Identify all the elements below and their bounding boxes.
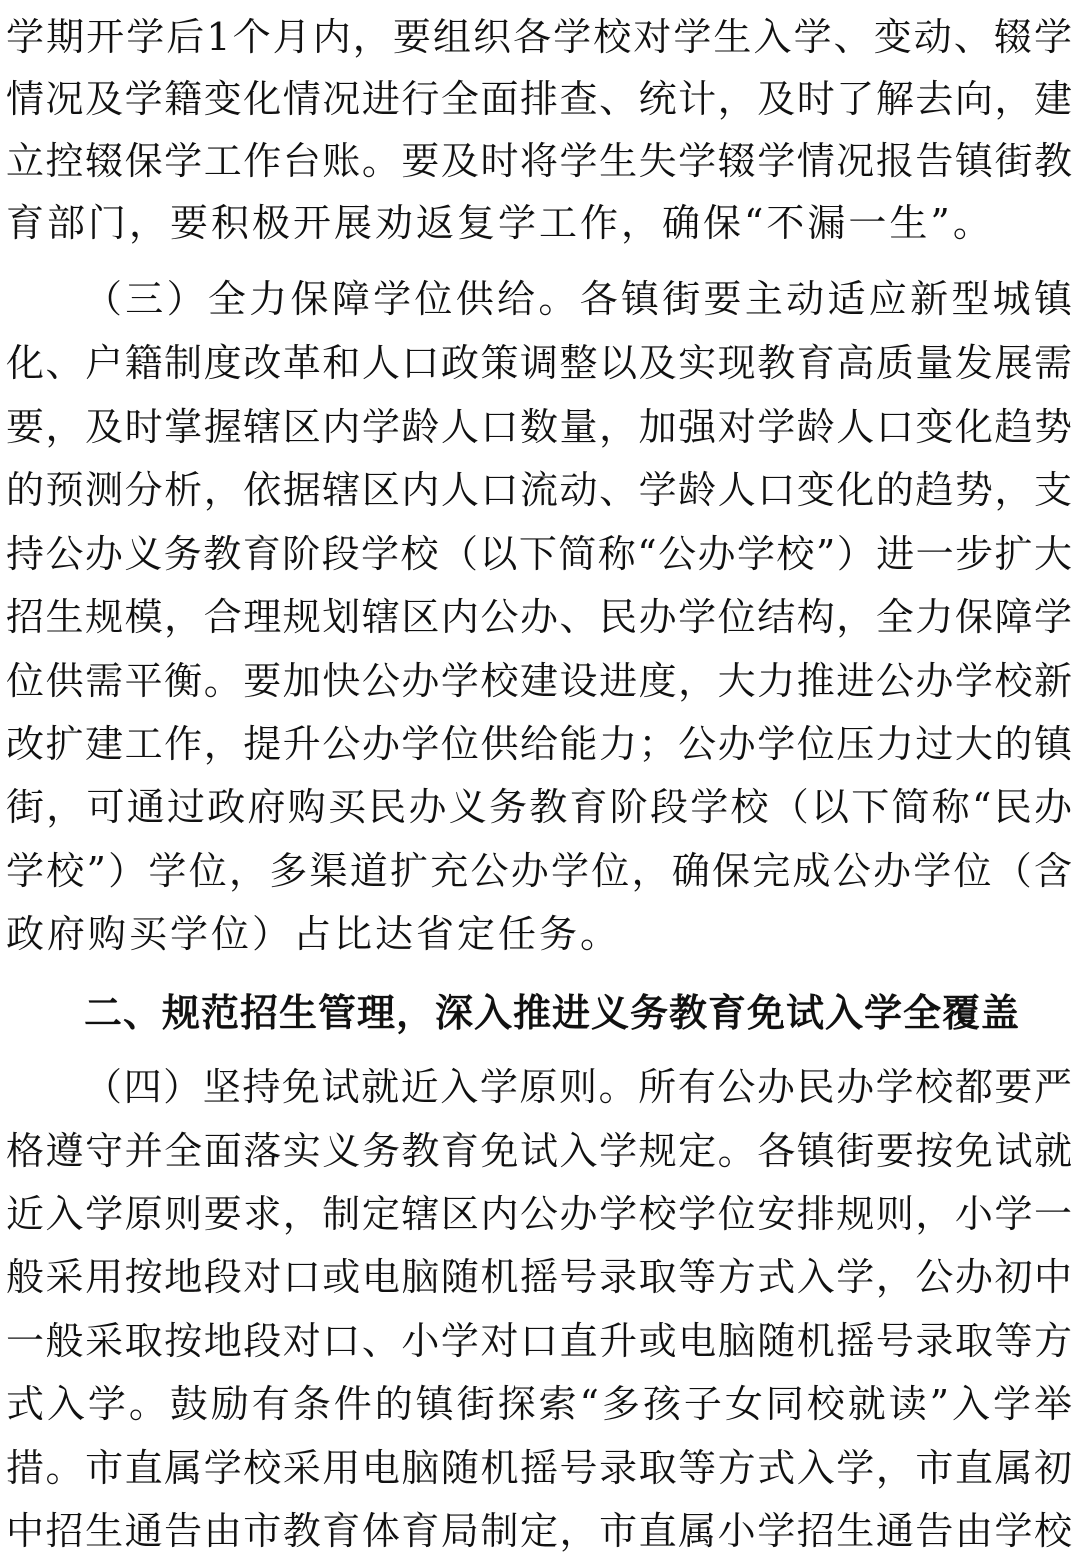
text-line: 一般采取按地段对口、小学对口直升或电脑随机摇号录取等方: [6, 1319, 1072, 1363]
text-line: （三）全力保障学位供给。各镇街要主动适应新型城镇: [84, 277, 1072, 321]
text-line: 近入学原则要求，制定辖区内公办学校学位安排规则，小学一: [6, 1192, 1072, 1236]
text-line: 措。市直属学校采用电脑随机摇号录取等方式入学，市直属初: [6, 1446, 1072, 1490]
text-line: 政府购买学位）占比达省定任务。: [6, 912, 622, 956]
text-line: 改扩建工作，提升公办学位供给能力；公办学位压力过大的镇: [6, 722, 1072, 766]
text-line: 学期开学后1个月内，要组织各学校对学生入学、变动、辍学: [6, 15, 1072, 59]
text-line: 中招生通告由市教育体育局制定，市直属小学招生通告由学校: [6, 1509, 1072, 1553]
text-line: 位供需平衡。要加快公办学校建设进度，大力推进公办学校新: [6, 659, 1072, 703]
text-line: 化、户籍制度改革和人口政策调整以及实现教育高质量发展需: [6, 341, 1072, 385]
text-line: （四）坚持免试就近入学原则。所有公办民办学校都要严: [84, 1065, 1072, 1109]
text-line: 持公办义务教育阶段学校（以下简称“公办学校”）进一步扩大: [6, 532, 1072, 576]
text-line: 要，及时掌握辖区内学龄人口数量，加强对学龄人口变化趋势: [6, 405, 1072, 449]
text-line: 立控辍保学工作台账。要及时将学生失学辍学情况报告镇街教: [6, 139, 1072, 183]
text-line: 式入学。鼓励有条件的镇街探索“多孩子女同校就读”入学举: [6, 1382, 1072, 1426]
text-line: 情况及学籍变化情况进行全面排查、统计，及时了解去向，建: [6, 77, 1072, 121]
text-line: 街，可通过政府购买民办义务教育阶段学校（以下简称“民办: [6, 785, 1072, 829]
text-line: 学校”）学位，多渠道扩充公办学位，确保完成公办学位（含: [6, 849, 1072, 893]
text-line: 的预测分析，依据辖区内人口流动、学龄人口变化的趋势，支: [6, 468, 1072, 512]
text-line: 格遵守并全面落实义务教育免试入学规定。各镇街要按免试就: [6, 1129, 1072, 1173]
text-line: 般采用按地段对口或电脑随机摇号录取等方式入学，公办初中: [6, 1255, 1072, 1299]
section-heading: 二、规范招生管理，深入推进义务教育免试入学全覆盖: [84, 991, 1021, 1035]
text-line: 育部门，要积极开展劝返复学工作，确保“不漏一生”。: [6, 201, 994, 245]
text-line: 招生规模，合理规划辖区内公办、民办学位结构，全力保障学: [6, 595, 1072, 639]
